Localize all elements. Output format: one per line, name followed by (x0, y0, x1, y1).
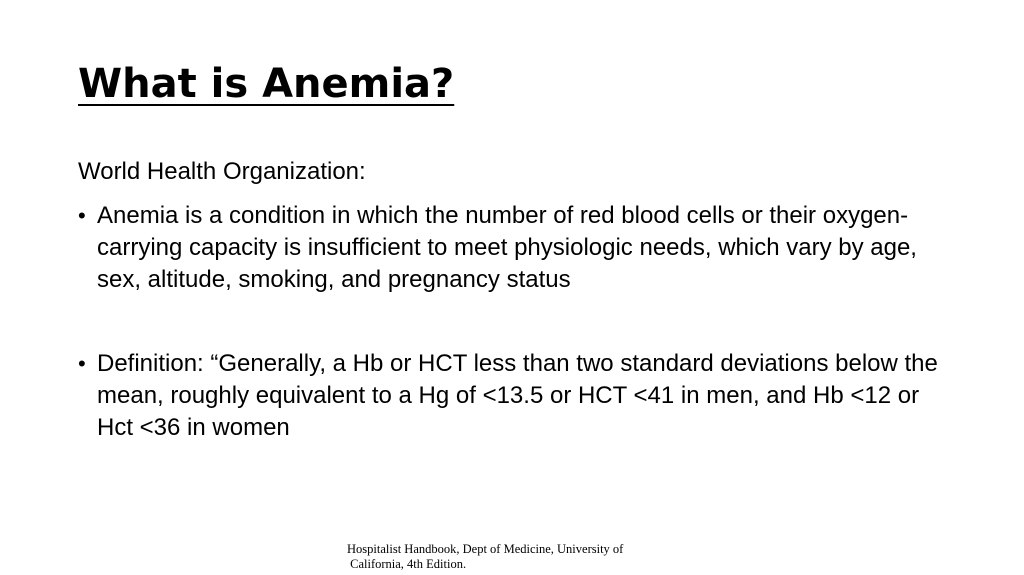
bullet-item-anemia-condition (78, 200, 958, 296)
bullet-list (78, 200, 958, 444)
lead-text: World Health Organization: (78, 158, 366, 185)
bullet-dot-icon: • (78, 351, 86, 376)
slide-body (78, 156, 958, 444)
slide-title: What is Anemia? (78, 61, 455, 107)
citation-line-2: California, 4th Edition. (347, 557, 467, 571)
bullet-dot-icon: • (78, 203, 86, 228)
citation-line-1: Hospitalist Handbook, Dept of Medicine, University of (347, 542, 624, 556)
bullet-text-condition: Anemia is a condition in which the number of red blood cells or their oxygen-carrying capacity is insufficient to meet physiologic needs, which vary by age, sex, altitude, smoking, and pregnancy status (97, 202, 917, 293)
citation (347, 542, 687, 572)
bullet-text-definition: Definition: “Generally, a Hb or HCT less than two standard deviations below the mean, roughly equivalent to a Hg of <13.5 or HCT <41 in men, and Hb <12 or Hct <36 in women (97, 350, 938, 441)
bullet-item-definition (78, 348, 958, 444)
